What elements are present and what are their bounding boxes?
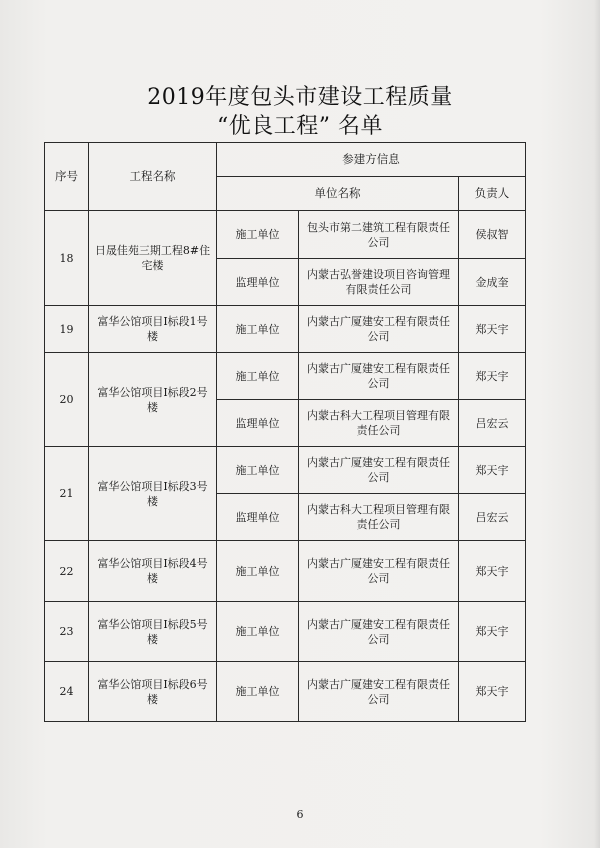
table-row	[45, 447, 526, 494]
seq-cell: 22	[45, 541, 89, 602]
header-row-top	[45, 143, 526, 177]
unit-role-cell: 监理单位	[217, 494, 299, 541]
person-in-charge-cell: 侯叔智	[459, 211, 526, 259]
seq-cell: 24	[45, 662, 89, 722]
table-row	[45, 306, 526, 353]
project-name-cell: 日晟佳苑三期工程8#住宅楼	[89, 211, 217, 306]
unit-name-cell: 内蒙古科大工程项目管理有限责任公司	[299, 400, 459, 447]
person-in-charge-cell: 吕宏云	[459, 494, 526, 541]
project-name-cell: 富华公馆项目I标段1号楼	[89, 306, 217, 353]
unit-name-cell: 内蒙古广厦建安工程有限责任公司	[299, 447, 459, 494]
unit-name-cell: 内蒙古广厦建安工程有限责任公司	[299, 353, 459, 400]
project-name-cell: 富华公馆项目I标段3号楼	[89, 447, 217, 541]
header-participants: 参建方信息	[217, 143, 526, 177]
unit-role-cell: 监理单位	[217, 400, 299, 447]
unit-name-cell: 内蒙古科大工程项目管理有限责任公司	[299, 494, 459, 541]
unit-role-cell: 施工单位	[217, 306, 299, 353]
scan-edge-shadow	[594, 0, 600, 848]
person-in-charge-cell: 郑天宇	[459, 541, 526, 602]
project-name-cell: 富华公馆项目I标段2号楼	[89, 353, 217, 447]
roster-body	[45, 211, 526, 722]
seq-cell: 23	[45, 602, 89, 662]
table-row	[45, 211, 526, 259]
person-in-charge-cell: 郑天宇	[459, 602, 526, 662]
unit-role-cell: 施工单位	[217, 662, 299, 722]
seq-cell: 19	[45, 306, 89, 353]
person-in-charge-cell: 郑天宇	[459, 306, 526, 353]
project-name-cell: 富华公馆项目I标段4号楼	[89, 541, 217, 602]
header-person-in-charge: 负责人	[459, 177, 526, 211]
header-seq: 序号	[45, 143, 89, 211]
person-in-charge-cell: 吕宏云	[459, 400, 526, 447]
unit-name-cell: 内蒙古弘誉建设项目咨询管理有限责任公司	[299, 259, 459, 306]
table-row	[45, 541, 526, 602]
page-number: 6	[296, 808, 304, 821]
unit-name-cell: 内蒙古广厦建安工程有限责任公司	[299, 541, 459, 602]
unit-name-cell: 内蒙古广厦建安工程有限责任公司	[299, 662, 459, 722]
table-row	[45, 353, 526, 400]
person-in-charge-cell: 郑天宇	[459, 447, 526, 494]
person-in-charge-cell: 金成奎	[459, 259, 526, 306]
seq-cell: 21	[45, 447, 89, 541]
document-title: 2019年度包头市建设工程质量	[147, 85, 453, 110]
unit-role-cell: 施工单位	[217, 447, 299, 494]
seq-cell: 18	[45, 211, 89, 306]
unit-role-cell: 施工单位	[217, 602, 299, 662]
header-unit-name: 单位名称	[217, 177, 459, 211]
person-in-charge-cell: 郑天宇	[459, 353, 526, 400]
unit-name-cell: 内蒙古广厦建安工程有限责任公司	[299, 306, 459, 353]
award-roster-table	[44, 142, 526, 722]
unit-name-cell: 内蒙古广厦建安工程有限责任公司	[299, 602, 459, 662]
table-row	[45, 662, 526, 722]
project-name-cell: 富华公馆项目I标段6号楼	[89, 662, 217, 722]
unit-role-cell: 施工单位	[217, 353, 299, 400]
project-name-cell: 富华公馆项目I标段5号楼	[89, 602, 217, 662]
table-row	[45, 602, 526, 662]
unit-role-cell: 监理单位	[217, 259, 299, 306]
document-subtitle: “优良工程” 名单	[217, 114, 383, 139]
seq-cell: 20	[45, 353, 89, 447]
unit-name-cell: 包头市第二建筑工程有限责任公司	[299, 211, 459, 259]
header-project-name: 工程名称	[89, 143, 217, 211]
unit-role-cell: 施工单位	[217, 211, 299, 259]
person-in-charge-cell: 郑天宇	[459, 662, 526, 722]
unit-role-cell: 施工单位	[217, 541, 299, 602]
